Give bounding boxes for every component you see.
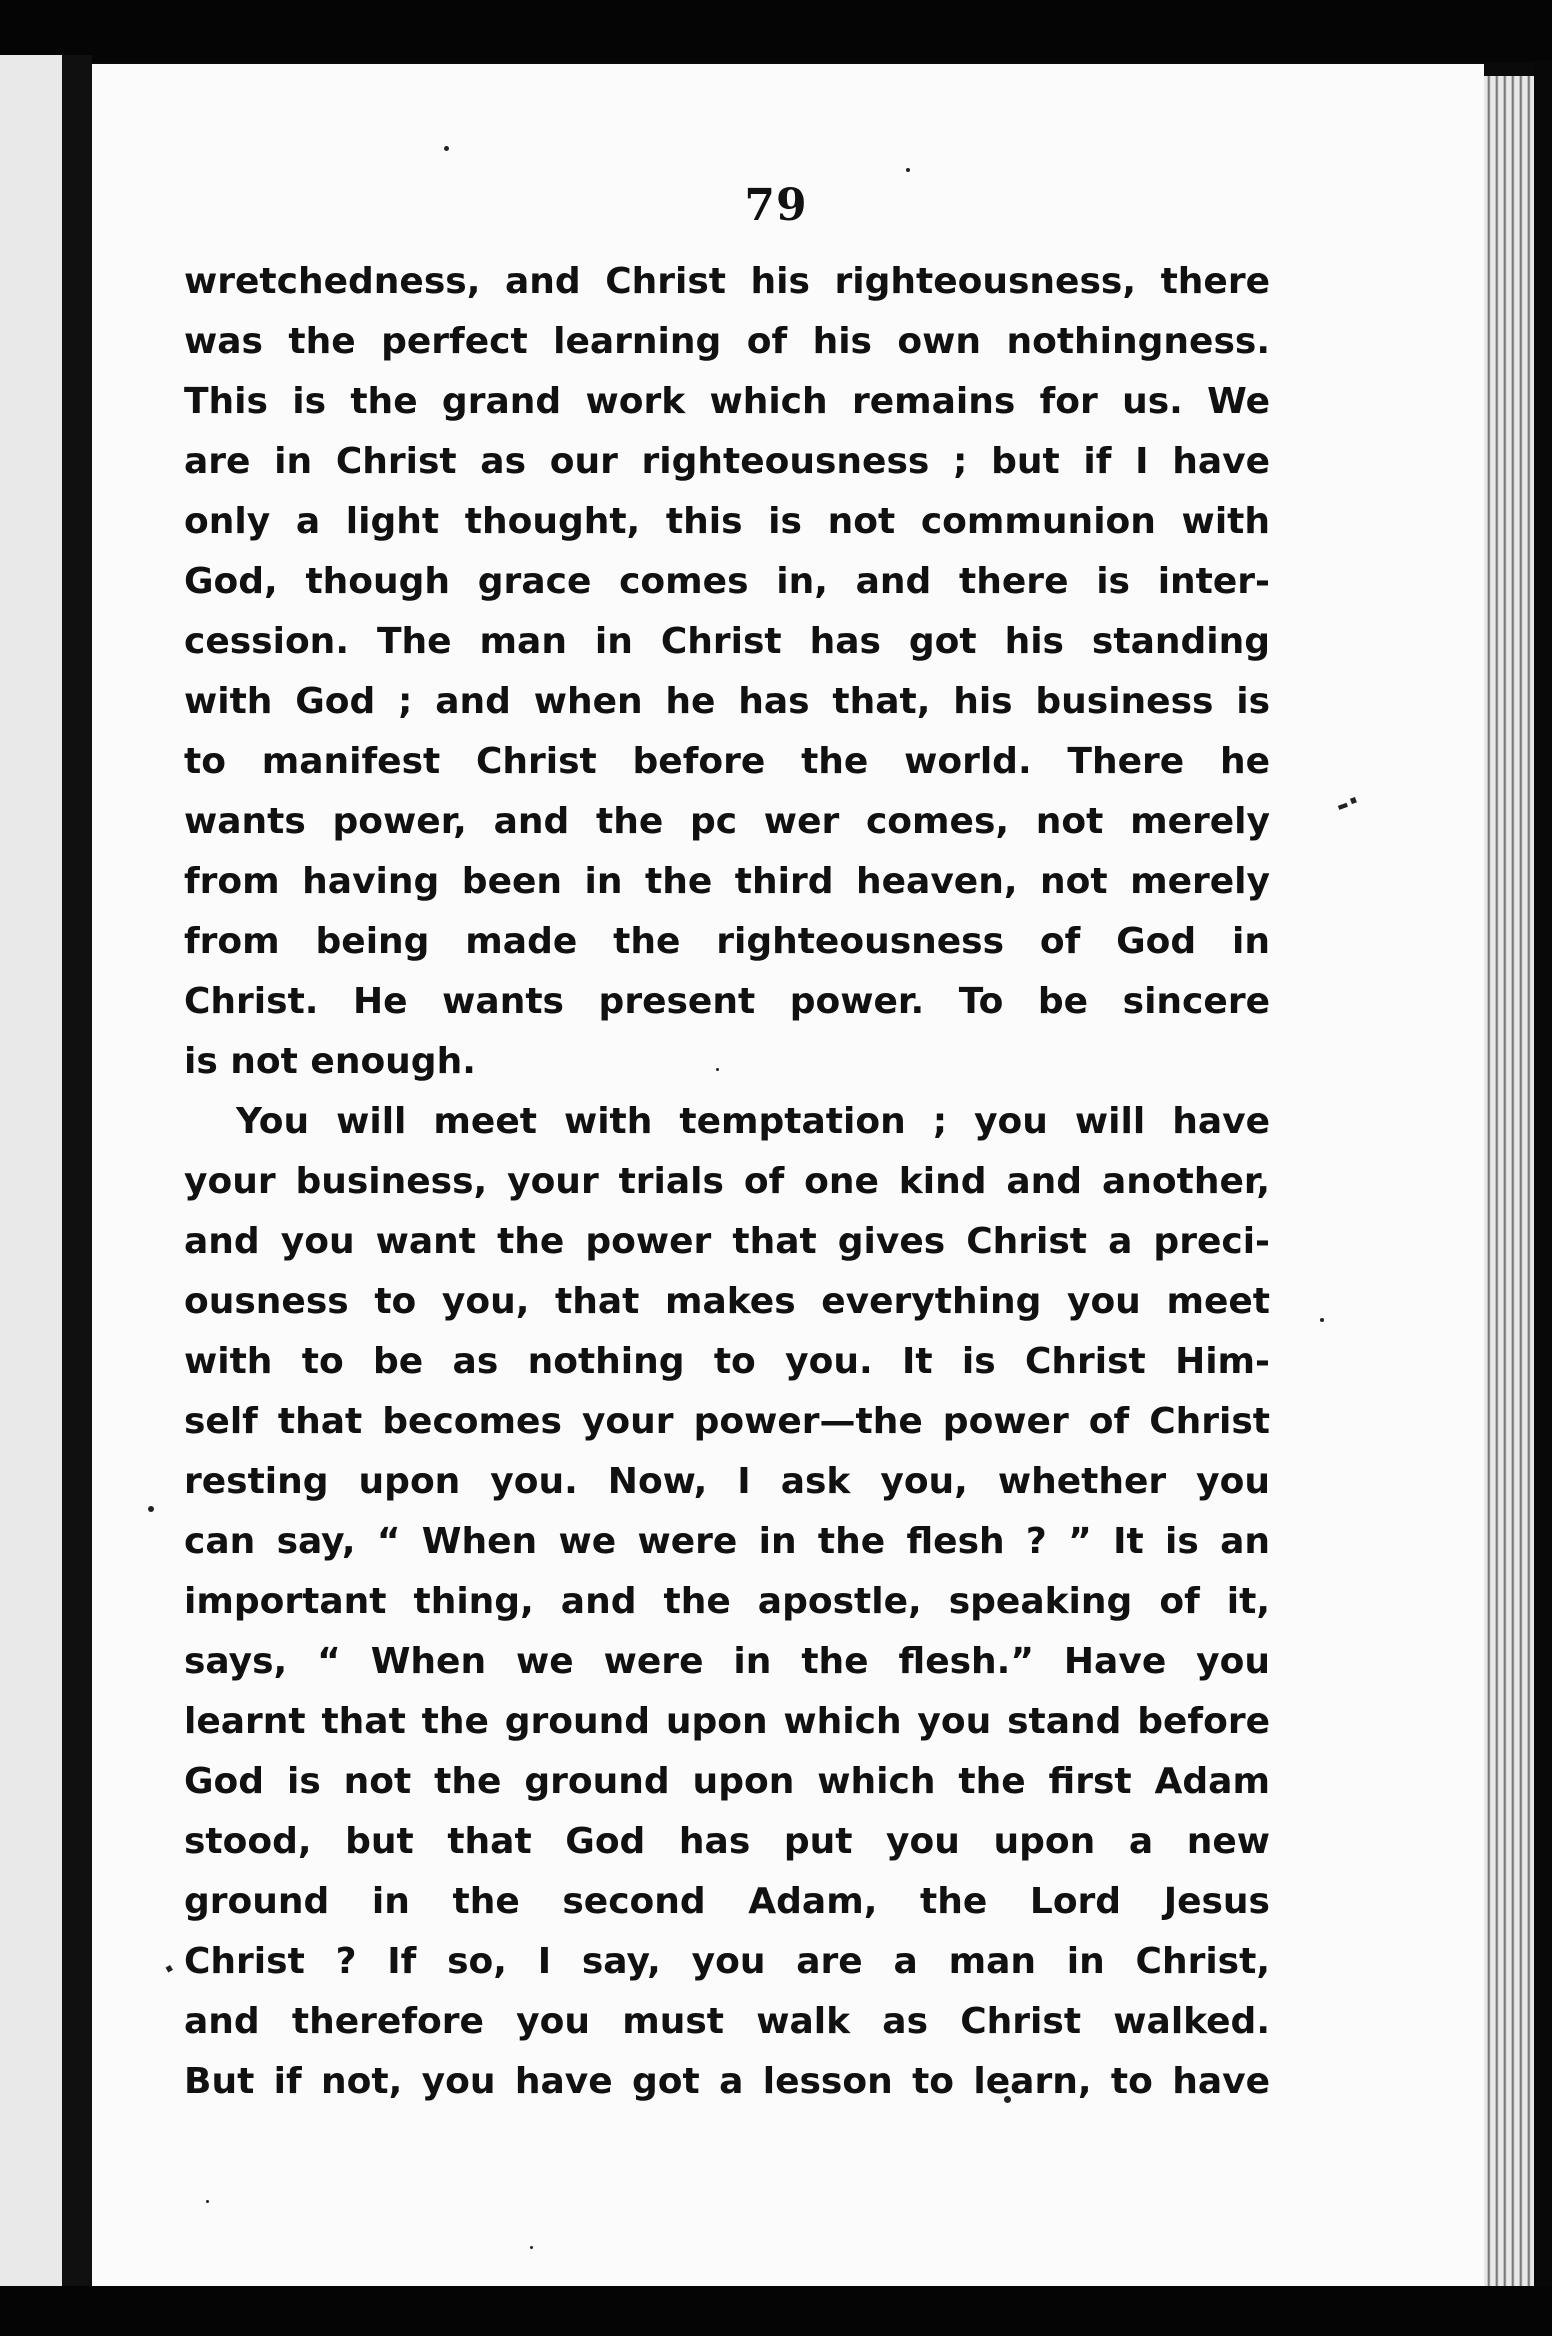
scan-top-border bbox=[0, 0, 1552, 62]
paragraph bbox=[184, 1092, 1270, 2112]
text-line: resting upon you. Now, I ask you, whether you bbox=[184, 1461, 1270, 1502]
text-line: can say, “ When we were in the flesh ? ” It is an bbox=[184, 1521, 1270, 1562]
text-line: your business, your trials of one kind and another, bbox=[184, 1161, 1270, 1202]
page-number: 79 bbox=[744, 180, 808, 231]
text-line: are in Christ as our righteousness ; but if I have bbox=[184, 441, 1270, 482]
dust-speck bbox=[444, 146, 449, 151]
paragraph bbox=[184, 252, 1270, 1092]
text-line: This is the grand work which remains for us. We bbox=[184, 381, 1270, 422]
text-line: God is not the ground upon which the first Adam bbox=[184, 1761, 1270, 1802]
text-line: You will meet with temptation ; you will have bbox=[236, 1101, 1270, 1142]
text-line: ground in the second Adam, the Lord Jesus bbox=[184, 1881, 1270, 1922]
margin-mark: · bbox=[156, 1951, 184, 1988]
text-line: important thing, and the apostle, speaking of it, bbox=[184, 1581, 1270, 1622]
text-line: self that becomes your power—the power of Christ bbox=[184, 1401, 1270, 1442]
text-line: cession. The man in Christ has got his standing bbox=[184, 621, 1270, 662]
text-line: to manifest Christ before the world. There he bbox=[184, 741, 1270, 782]
dust-speck bbox=[206, 2200, 209, 2203]
dust-speck bbox=[906, 168, 910, 172]
facing-page-edge bbox=[0, 55, 70, 2325]
text-line: with God ; and when he has that, his business is bbox=[184, 681, 1270, 722]
text-line: and therefore you must walk as Christ walked. bbox=[184, 2001, 1270, 2042]
text-line: with to be as nothing to you. It is Christ Him- bbox=[184, 1341, 1270, 1382]
margin-mark: -· bbox=[1330, 782, 1366, 825]
dust-speck bbox=[530, 2246, 533, 2249]
text-line: God, though grace comes in, and there is inter- bbox=[184, 561, 1270, 602]
dust-speck bbox=[1320, 1318, 1324, 1322]
text-line: says, “ When we were in the flesh.” Have you bbox=[184, 1641, 1270, 1682]
text-line: learnt that the ground upon which you stand before bbox=[184, 1701, 1270, 1742]
text-line: wants power, and the pc wer comes, not merely bbox=[184, 801, 1270, 842]
scan-bottom-border bbox=[0, 2286, 1552, 2336]
text-line: was the perfect learning of his own nothingness. bbox=[184, 321, 1270, 362]
text-line: from having been in the third heaven, not merely bbox=[184, 861, 1270, 902]
page-fore-edge bbox=[1484, 76, 1534, 2298]
text-line: wretchedness, and Christ his righteousness, there bbox=[184, 261, 1270, 302]
text-line: Christ. He wants present power. To be sincere bbox=[184, 981, 1270, 1022]
text-line: ousness to you, that makes everything you meet bbox=[184, 1281, 1270, 1322]
text-line: from being made the righteousness of God in bbox=[184, 921, 1270, 962]
text-line: stood, but that God has put you upon a new bbox=[184, 1821, 1270, 1862]
body-text bbox=[184, 252, 1270, 2112]
scan-right-border bbox=[1534, 60, 1552, 2336]
text-line: and you want the power that gives Christ a preci- bbox=[184, 1221, 1270, 1262]
text-line: Christ ? If so, I say, you are a man in Christ, bbox=[184, 1941, 1270, 1982]
dust-speck bbox=[148, 1506, 154, 1512]
book-gutter bbox=[62, 55, 92, 2330]
text-line: only a light thought, this is not communion with bbox=[184, 501, 1270, 542]
text-line: is not enough. bbox=[184, 1041, 476, 1082]
text-line: But if not, you have got a lesson to learn, to have bbox=[184, 2061, 1270, 2102]
